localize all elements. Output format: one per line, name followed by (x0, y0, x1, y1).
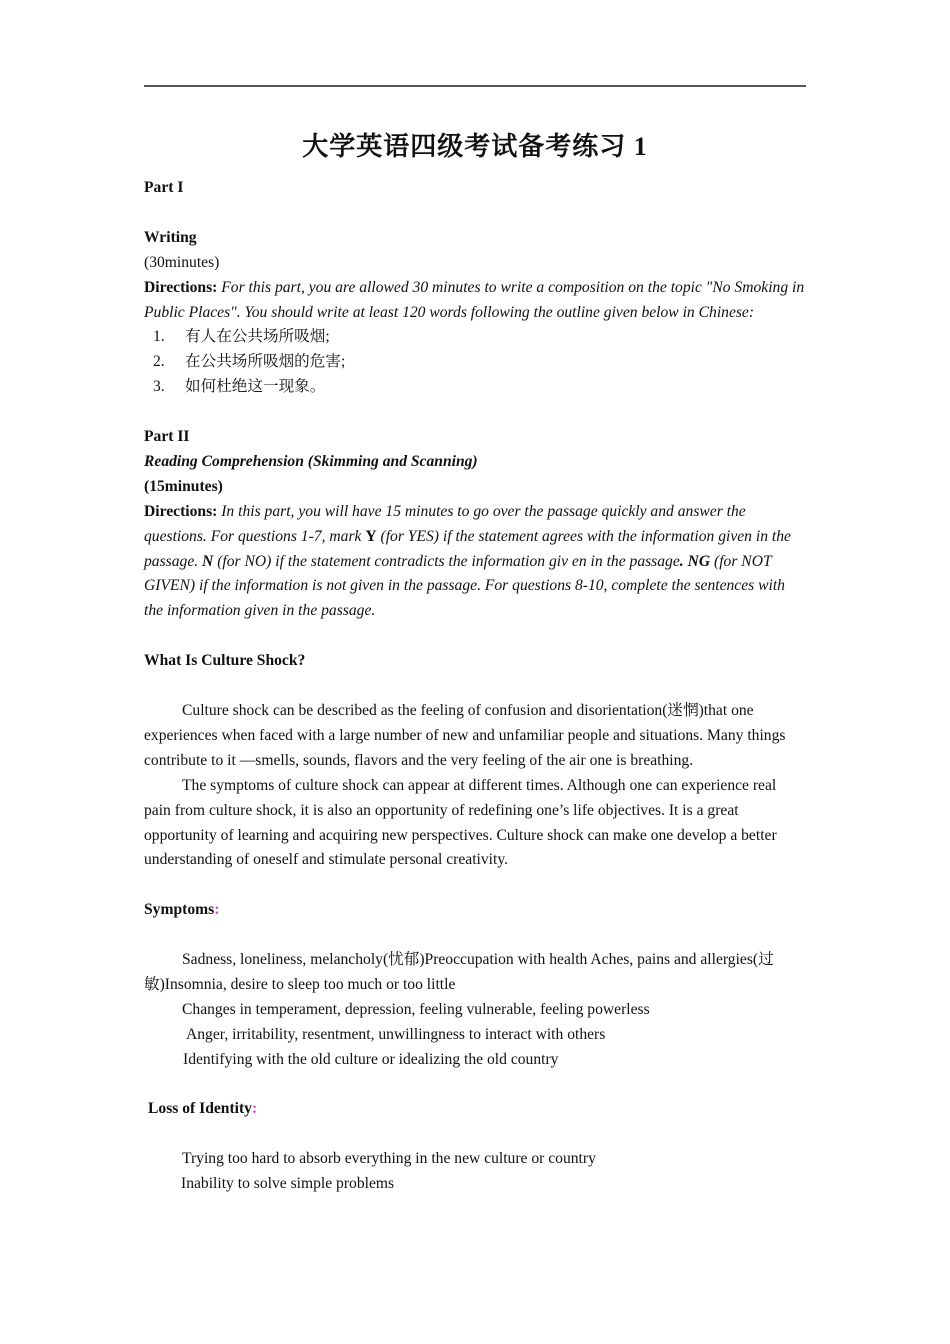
part2-section: Reading Comprehension (Skimming and Scanning) (144, 452, 478, 470)
ng-mark: . NG (679, 552, 711, 570)
passage-heading: What Is Culture Shock? (144, 652, 306, 670)
spacer (144, 1073, 806, 1098)
identity-item: Inability to solve simple problems (181, 1175, 395, 1193)
symptoms-heading-text: Symptoms (144, 901, 215, 919)
passage-paragraph: Culture shock can be described as the feeling of confusion and disorientation(迷惘)that one experiences when faced with a large number of new and unfamiliar people and situations. Many things contribute to it —smells, sounds, flavors and the very feeling of the air one is breathing. (144, 701, 786, 769)
part2-label: Part II (144, 428, 190, 446)
spacer (144, 873, 806, 898)
outline-number: 3. (153, 378, 165, 396)
directions-label: Directions: (144, 502, 218, 520)
part1-directions (144, 276, 806, 326)
directions-label: Directions: (144, 278, 218, 296)
directions-text: (for NO) if the statement contradicts the information giv en in the passage (213, 552, 680, 570)
spacer (144, 923, 806, 948)
outline-text: 有人在公共场所吸烟; (185, 328, 330, 346)
y-mark: Y (365, 527, 377, 545)
header-rule (144, 85, 806, 87)
outline-item (144, 325, 806, 350)
outline-item (144, 375, 806, 400)
directions-text: (for NOT GIVEN) if the information is not given in the passage. For questions 8-10, complete the sentences with the information given in the passage. (144, 552, 785, 620)
spacer (144, 1122, 806, 1147)
heading-colon: : (251, 1100, 258, 1118)
symptoms-heading (144, 898, 806, 923)
directions-text: In this part, you will have 15 minutes to go over the passage quickly and answer the questions. For questions 1-7, mark (144, 502, 746, 545)
document-page (144, 126, 806, 1197)
spacer (144, 400, 806, 425)
directions-text: For this part, you are allowed 30 minutes to write a composition on the topic "No Smoking in Public Places". You should write at least 120 words following the outline given below in Chinese: (144, 278, 805, 321)
heading-colon: : (214, 901, 220, 919)
part1-time: (30minutes) (144, 253, 220, 271)
symptom-item: Identifying with the old culture or idealizing the old country (183, 1050, 559, 1068)
spacer (144, 674, 806, 699)
part2-time: (15minutes) (144, 477, 223, 495)
loss-heading-text: Loss of Identity (148, 1100, 252, 1118)
directions-text: (for YES) if the statement agrees with the information given in the passage. (144, 527, 791, 570)
part2-directions (144, 500, 806, 625)
passage-paragraph: The symptoms of culture shock can appear at different times. Although one can experience real pain from culture shock, it is also an opportunity of redefining one’s life objectives. It is a great opportunity of learning and acquiring new perspectives. Culture shock can make one develop a better understanding of oneself and stimulate personal creativity. (144, 776, 777, 869)
part1-label: Part I (144, 179, 184, 196)
spacer (144, 624, 806, 649)
symptom-item: Changes in temperament, depression, feeling vulnerable, feeling powerless (182, 1000, 650, 1018)
outline-text: 如何杜绝这一现象。 (185, 378, 326, 396)
symptom-item: Anger, irritability, resentment, unwillingness to interact with others (186, 1025, 606, 1043)
part1-section: Writing (144, 228, 197, 246)
outline-number: 1. (153, 328, 165, 346)
identity-item: Trying too hard to absorb everything in the new culture or country (182, 1150, 596, 1168)
outline-text: 在公共场所吸烟的危害; (185, 353, 346, 371)
n-mark: N (202, 552, 214, 570)
loss-of-identity-heading (144, 1097, 806, 1122)
symptom-item: Sadness, loneliness, melancholy(忧郁)Preoccupation with health Aches, pains and allergies(过敏)Insomnia, desire to sleep too much or too little (144, 951, 774, 993)
outline-number: 2. (153, 353, 165, 371)
outline-list (144, 325, 806, 400)
page-title: 大学英语四级考试备考练习 1 (302, 132, 648, 161)
outline-item (144, 350, 806, 375)
spacer (144, 201, 806, 226)
